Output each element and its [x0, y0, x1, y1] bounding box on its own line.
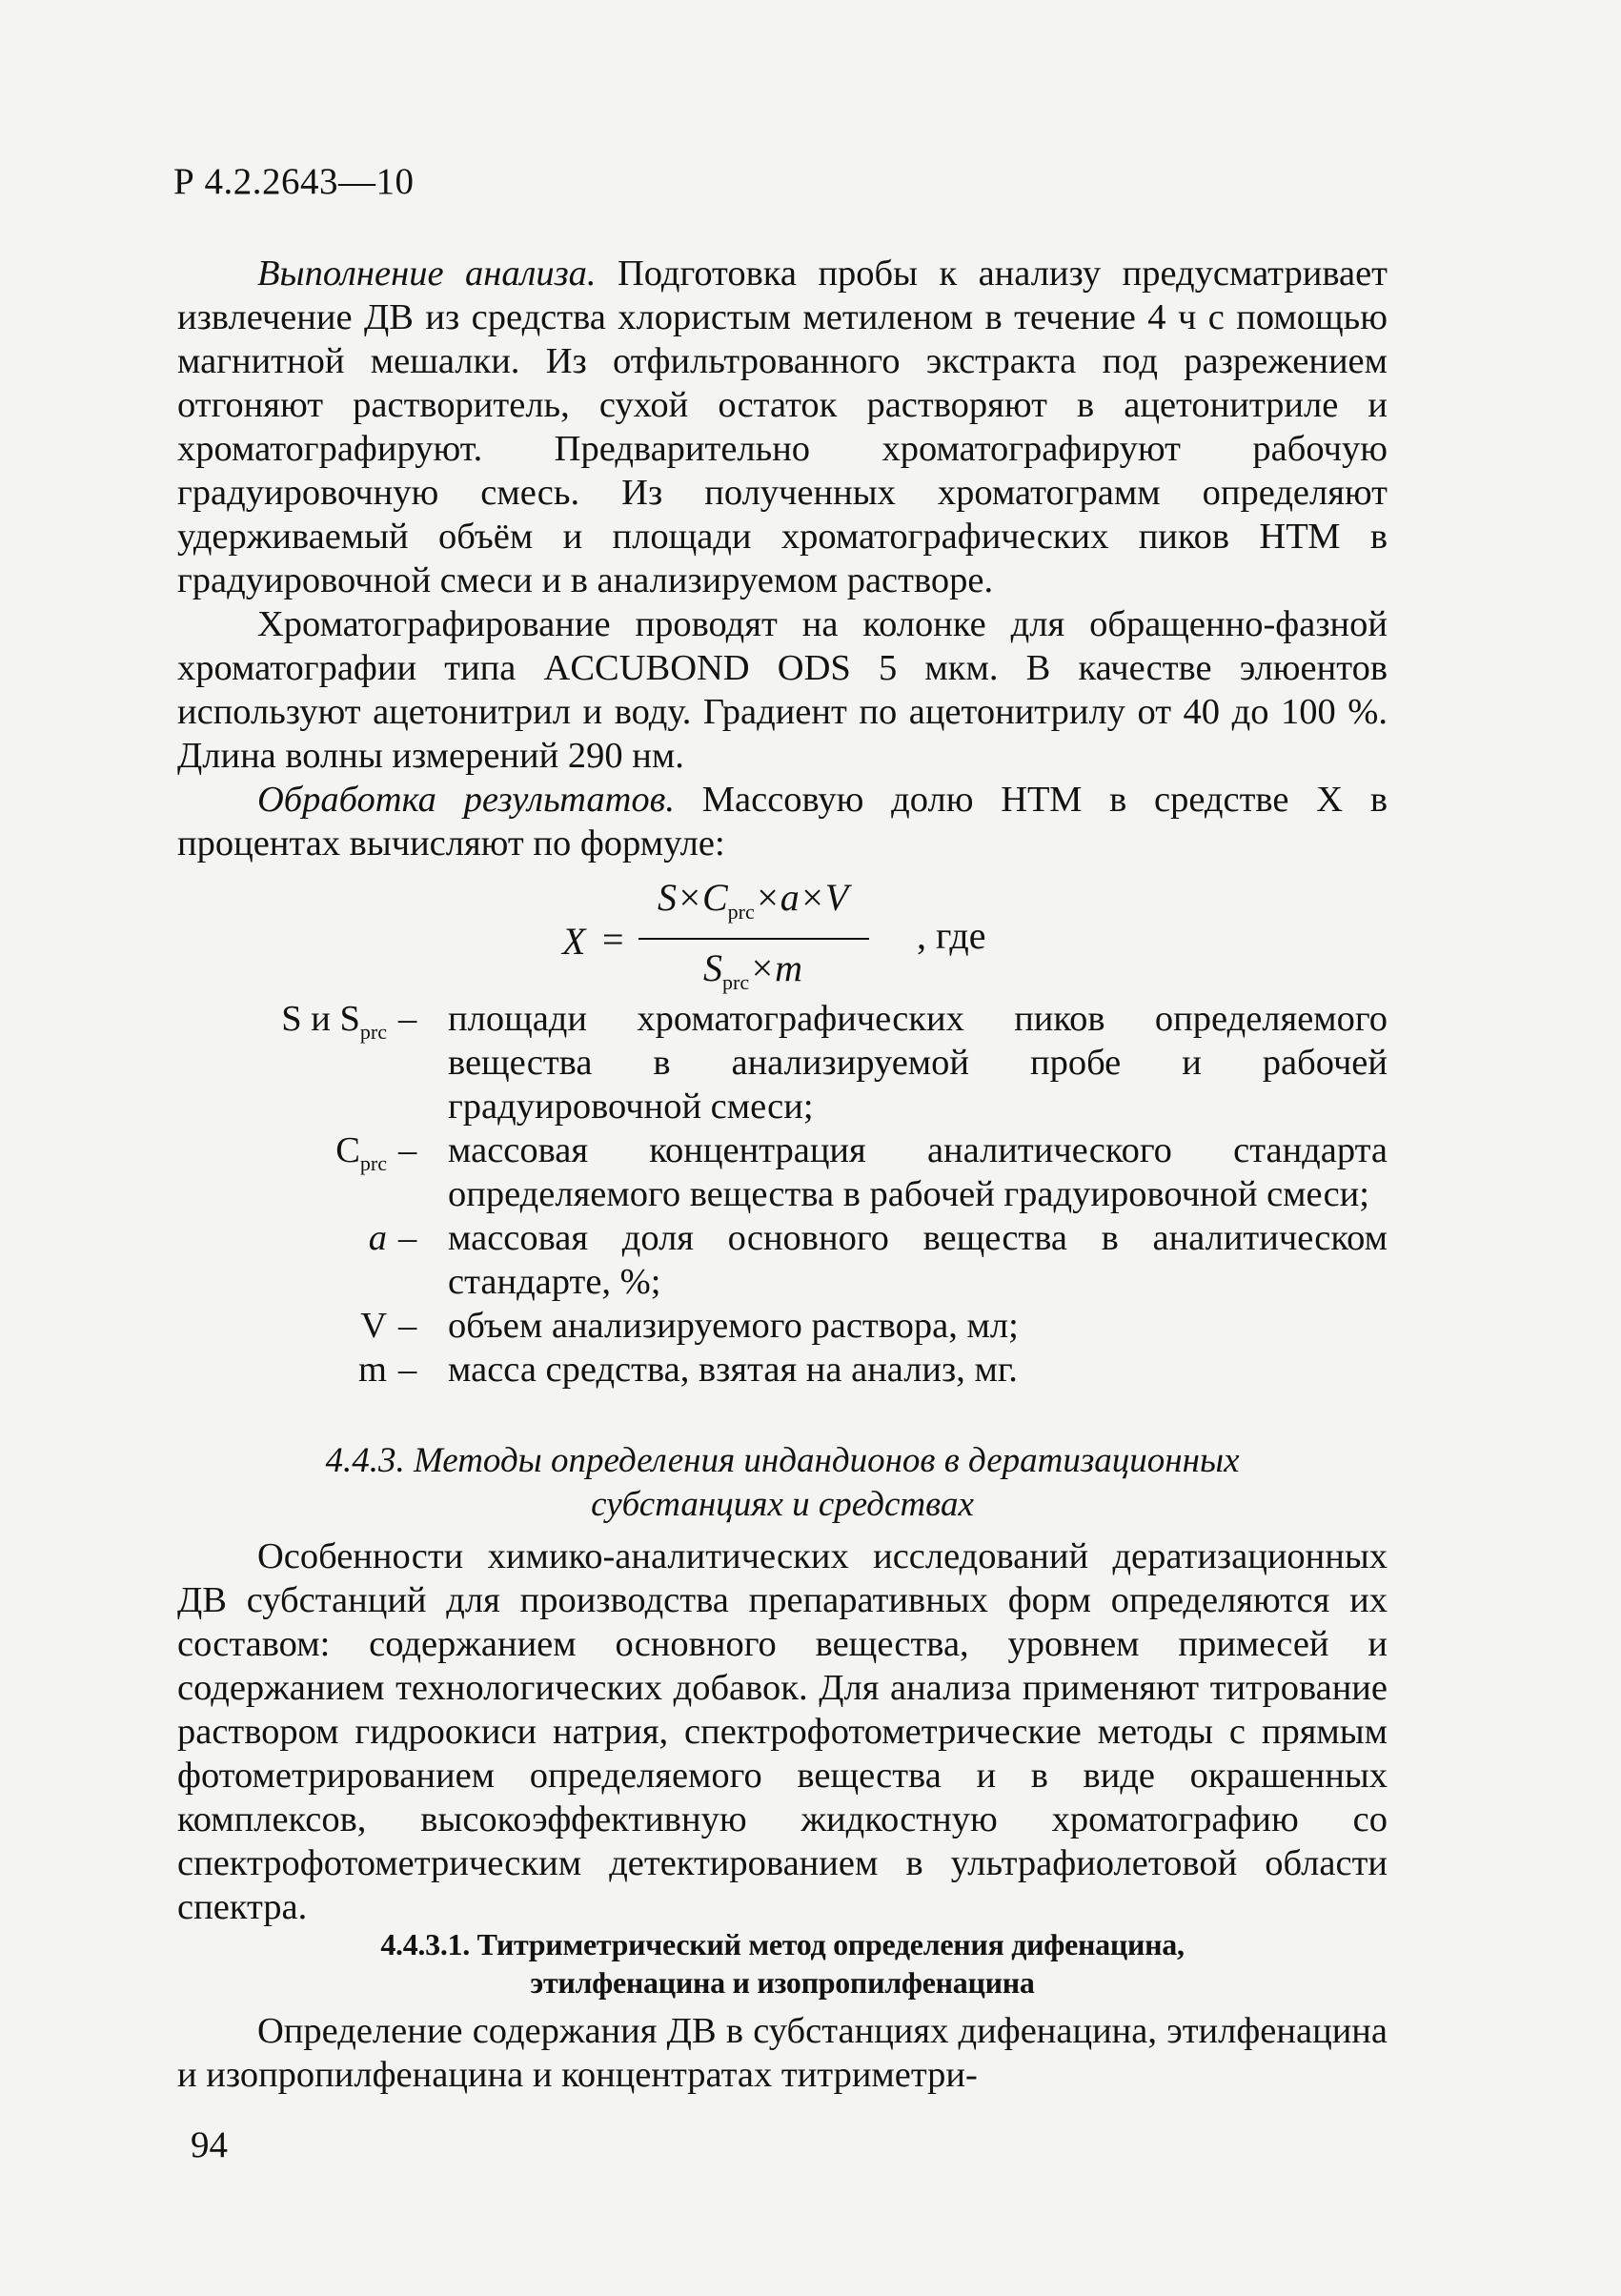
variable-dash: –: [398, 999, 417, 1039]
fraction-line: [638, 938, 869, 940]
variable-row: [177, 1348, 1388, 1392]
denominator-part-a: S: [703, 946, 722, 989]
symbol-text: C: [335, 1130, 360, 1170]
symbol-text: V: [360, 1306, 387, 1346]
document-code: Р 4.2.2643—10: [173, 161, 415, 202]
symbol-text: S и S: [281, 999, 360, 1039]
variable-definition: объем анализируемого раствора, мл;: [448, 1306, 1019, 1346]
variable-definition: площади хроматографических пиков определяемого вещества в анализируемой пробе и рабочей градуировочной смеси;: [448, 999, 1388, 1127]
symbol-subscript: prc: [359, 1151, 387, 1175]
subsection-heading-line2: этилфенацина и изопропилфенацина: [530, 1965, 1035, 2000]
formula-denominator: [703, 945, 802, 995]
formula-numerator: [658, 875, 848, 924]
text-analysis: Подготовка пробы к анализу предусматривает извлечение ДВ из средства хлористым метиленом в течение 4 ч с помощью магнитной мешалки. Из отфильтрованного экстракта под разрежением отгоняют растворитель, сухой остаток растворяют в ацетонитриле и хроматографируют. Предварительно хроматографируют рабочую градуировочную смесь. Из полученных хроматограмм определяют удерживаемый объём и площади хроматографических пиков НТМ в градуировочной смеси и в анализируемом растворе.: [177, 254, 1388, 600]
text-results: Массовую долю НТМ в средстве Х в процентах вычисляют по формуле:: [177, 780, 1388, 864]
formula-x: [562, 875, 1020, 994]
paragraph-results: [177, 778, 1388, 865]
symbol-subscript: prc: [359, 1020, 387, 1044]
page-number: 94: [191, 2124, 228, 2165]
section-heading-line1: 4.4.3. Методы определения индандионов в дератизационных: [325, 1441, 1240, 1480]
variable-row: [177, 997, 1388, 1128]
variable-dash: –: [398, 1130, 417, 1170]
section-4-4-3-1: [177, 1925, 1388, 2097]
variable-symbol: [177, 1128, 387, 1186]
denominator-subscript: prc: [722, 970, 750, 994]
variable-symbol: [177, 1216, 387, 1260]
numerator-part-a: S×C: [658, 876, 728, 919]
variable-definition: масса средства, взятая на анализ, мг.: [448, 1350, 1018, 1390]
variable-definition: массовая концентрация аналитического стандарта определяемого вещества в рабочей градуировочной смеси;: [448, 1130, 1388, 1214]
variable-symbol: [177, 997, 387, 1054]
paragraph-indandiones: Особенности химико-аналитических исследований дератизационных ДВ субстанций для производства препаративных форм определяются их составом: содержанием основного вещества, уровнем примесей и содержанием технологических добавок. Для анализа применяют титрование раствором гидроокиси натрия, спектрофотометрические методы с прямым фотометрированием определяемого вещества и в виде окрашенных комплексов, высокоэффективную жидкостную хроматографию со спектрофотометрическим детектированием в ультрафиолетовой области спектра.: [177, 1536, 1388, 1927]
lead-results: Обработка результатов.: [257, 780, 676, 820]
section-4-4-3: [177, 1439, 1388, 1929]
variable-definitions: [177, 997, 1388, 1392]
denominator-part-b: ×m: [749, 946, 802, 989]
paragraph-titrimetric: Определение содержания ДВ в субстанциях дифенацина, этилфенацина и изопропилфенацина и концентратах титриметри-: [177, 2011, 1388, 2095]
analysis-section: [177, 252, 1388, 865]
variable-symbol: [177, 1348, 387, 1392]
variable-symbol: [177, 1304, 387, 1348]
paragraph-chromatography: Хроматографирование проводят на колонке для обращенно-фазной хроматографии типа ACCUBOND ODS 5 мкм. В качестве элюентов используют ацетонитрил и воду. Градиент по ацетонитрилу от 40 до 100 %. Длина волны измерений 290 нм.: [177, 604, 1388, 776]
formula-where: , где: [917, 914, 986, 957]
symbol-text: a: [368, 1218, 387, 1258]
formula-lhs: X: [562, 920, 586, 963]
formula-equals: =: [602, 918, 624, 961]
variable-row: [177, 1304, 1388, 1348]
numerator-part-b: ×a×V: [754, 876, 849, 919]
variable-dash: –: [398, 1218, 417, 1258]
variable-definition: массовая доля основного вещества в аналитическом стандарте, %;: [448, 1218, 1388, 1302]
section-heading-line2: субстанциях и средствах: [591, 1485, 974, 1524]
lead-analysis: Выполнение анализа.: [257, 254, 597, 294]
paragraph-analysis: [177, 252, 1388, 602]
variable-dash: –: [398, 1350, 417, 1390]
symbol-text: m: [358, 1350, 387, 1390]
variable-dash: –: [398, 1306, 417, 1346]
subsection-heading-line1: 4.4.3.1. Титриметрический метод определения дифенацина,: [380, 1927, 1185, 1961]
numerator-subscript: prc: [727, 900, 755, 924]
variable-row: [177, 1128, 1388, 1216]
variable-row: [177, 1216, 1388, 1304]
